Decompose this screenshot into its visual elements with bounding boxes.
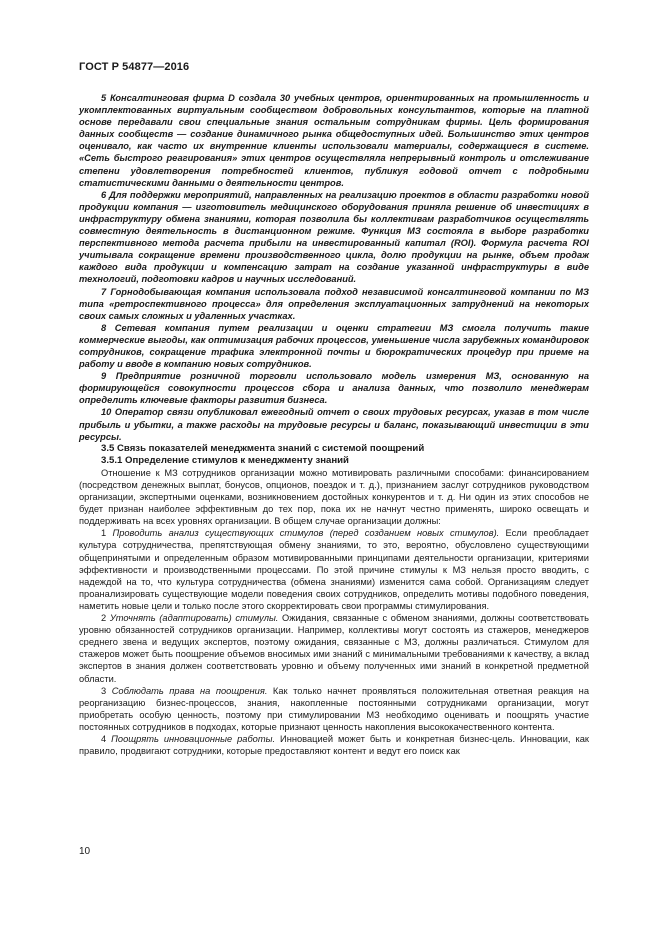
section-intro-paragraph: Отношение к МЗ сотрудников организации можно мотивировать различными способами: финансированием (посредством денежных выплат, бонусов, опционов, поездок и т. д.), признанием заслуг сотрудников руководством организации, экспертными оценками, возникновением достойных конкурентов и т. д. Ни один из этих способов не будет признан наиболее эффективным до тех пор, пока их не начнут честно применять, широко освещать и поддерживать на всех уровнях организации. В общем случае организации должны:	[79, 467, 589, 527]
example-10: 10 Оператор связи опубликовал ежегодный отчет о своих трудовых ресурсах, указав в том числе прибыль и убытки, а также расходы на трудовые ресурсы и баланс, показывающий инвестиции в эти ресурсы.	[79, 407, 589, 442]
list-item-2-number: 2	[101, 613, 110, 624]
list-item-1-lead: Проводить анализ существующих стимулов (перед созданием новых стимулов).	[112, 528, 500, 539]
list-item-1-number: 1	[101, 528, 113, 539]
example-9: 9 Предприятие розничной торговли использовало модель измерения МЗ, основанную на формирующейся совокупности процессов сбора и анализа данных, что позволило менеджерам определить ключевые факторы развития бизнеса.	[79, 371, 589, 406]
list-item-4-lead: Поощрять инновационные работы.	[111, 733, 276, 744]
list-item-3-text: Как только начнет проявляться положительная ответная реакция на реорганизацию бизнес-процессов, знания, накопленные постоянными сотрудниками организации, могут приобретать особую ценность, поэтому при стимулировании МЗ необходимо оценивать и поощрять участие постоянных сотрудников в подходах, которые признают ценность накопления высококачественного контента.	[79, 685, 589, 732]
section-3-5-heading: 3.5 Связь показателей менеджмента знаний с системой поощрений	[101, 442, 425, 454]
list-item-4	[79, 733, 589, 757]
document-code: ГОСТ Р 54877—2016	[79, 61, 190, 73]
page-number: 10	[79, 846, 91, 857]
list-item-3-number: 3	[101, 685, 112, 696]
section-3-5-1-heading: 3.5.1 Определение стимулов к менеджменту знаний	[101, 454, 349, 466]
list-item-2-lead: Уточнять (адаптировать) стимулы.	[109, 613, 279, 624]
list-item-4-text: Инновацией может быть и конкретная бизнес-цель. Инновации, как правило, продвигают сотрудники, которые предоставляют контент и ведут его поиск как	[79, 733, 589, 757]
list-item-2	[79, 612, 589, 685]
list-item-3	[79, 685, 589, 733]
example-5: 5 Консалтинговая фирма D создала 30 учебных центров, ориентированных на промышленность и укомплектованных виртуальным сообществом добровольных консультантов, которые на платной основе передавали свои специальные знания остальным сотрудникам фирмы. Цель формирования данных сообществ — создание динамичного рынка общедоступных идей. Большинство этих центров оценивало, как часто их внутренние клиенты использовали материалы, содержащиеся в системе. «Сеть быстрого реагирования» этих центров осуществляла непрерывный контроль и отслеживание степени удовлетворения потребностей клиентов, публикуя годовой отчет с подробными статистическими данными о деятельности центров.	[79, 93, 589, 188]
example-6: 6 Для поддержки мероприятий, направленных на реализацию проектов в области разработки новой продукции компания — изготовитель медицинского оборудования приняла решение об инвестициях в инфраструктуру обмена знаниями, которая позволила бы коллективам разработчиков осуществлять совместную деятельность в дистанционном режиме. Функция МЗ состояла в выборе разработки перспективного метода расчета прибыли на инвестированный капитал (ROI). Формула расчета ROI учитывала сокращение времени производственного цикла, долю продукции на рынке, объем продаж каждого вида продукции и компенсацию затрат на создание указанной инфраструктуры в виде технологий, подготовки кадров и научных исследований.	[79, 189, 589, 285]
page-content	[79, 92, 589, 757]
example-8: 8 Сетевая компания путем реализации и оценки стратегии МЗ смогла получить такие коммерческие выгоды, как оптимизация рабочих процессов, уменьшение числа зарубежных командировок сотрудников, сокращение трафика электронной почты и бюрократических процедур при приеме на работу и вводе в компанию новых сотрудников.	[79, 322, 589, 370]
list-item-4-number: 4	[101, 733, 112, 744]
list-item-2-text: Ожидания, связанные с обменом знаниями, должны соответствовать уровню обязанностей сотрудников организации. Например, коллективы могут состоять из стажеров, менеджеров среднего звена и ведущих экспертов, поэтому ожидания, связанные с МЗ, должны различаться. Стимулом для стажеров может быть поощрение объемов вносимых ими знаний с минимальными требованиями к качеству, а вклад экспертов в знания должен соответствовать уровню и объему полученных ими знаний в конкретной предметной области.	[79, 613, 589, 684]
list-item-1	[79, 527, 589, 612]
list-item-1-text: Если преобладает культура сотрудничества, препятствующая обмену знаниями, то это, вероятно, обусловлено существующими общепринятыми и определенным образом мотивированными принципами деятельности организации, критериями эффективности и производственными процессами. По этой причине стимулы к МЗ нельзя просто вводить, с надеждой на то, что культура сотрудничества (обмена знаниями) изменится сама собой. Организациям следует проанализировать существующие модели поведения своих сотрудников, определить мотивы подобного поведения, наметить новые цели и только после этого скорректировать свои программы стимулирования.	[79, 528, 589, 611]
example-7: 7 Горнодобывающая компания использовала подход независимой консалтинговой компании по МЗ типа «ретроспективного процесса» для определения эксплуатационных затруднений на некоторых своих самых сложных и удаленных участках.	[79, 286, 589, 321]
list-item-3-lead: Соблюдать права на поощрения.	[111, 685, 268, 696]
